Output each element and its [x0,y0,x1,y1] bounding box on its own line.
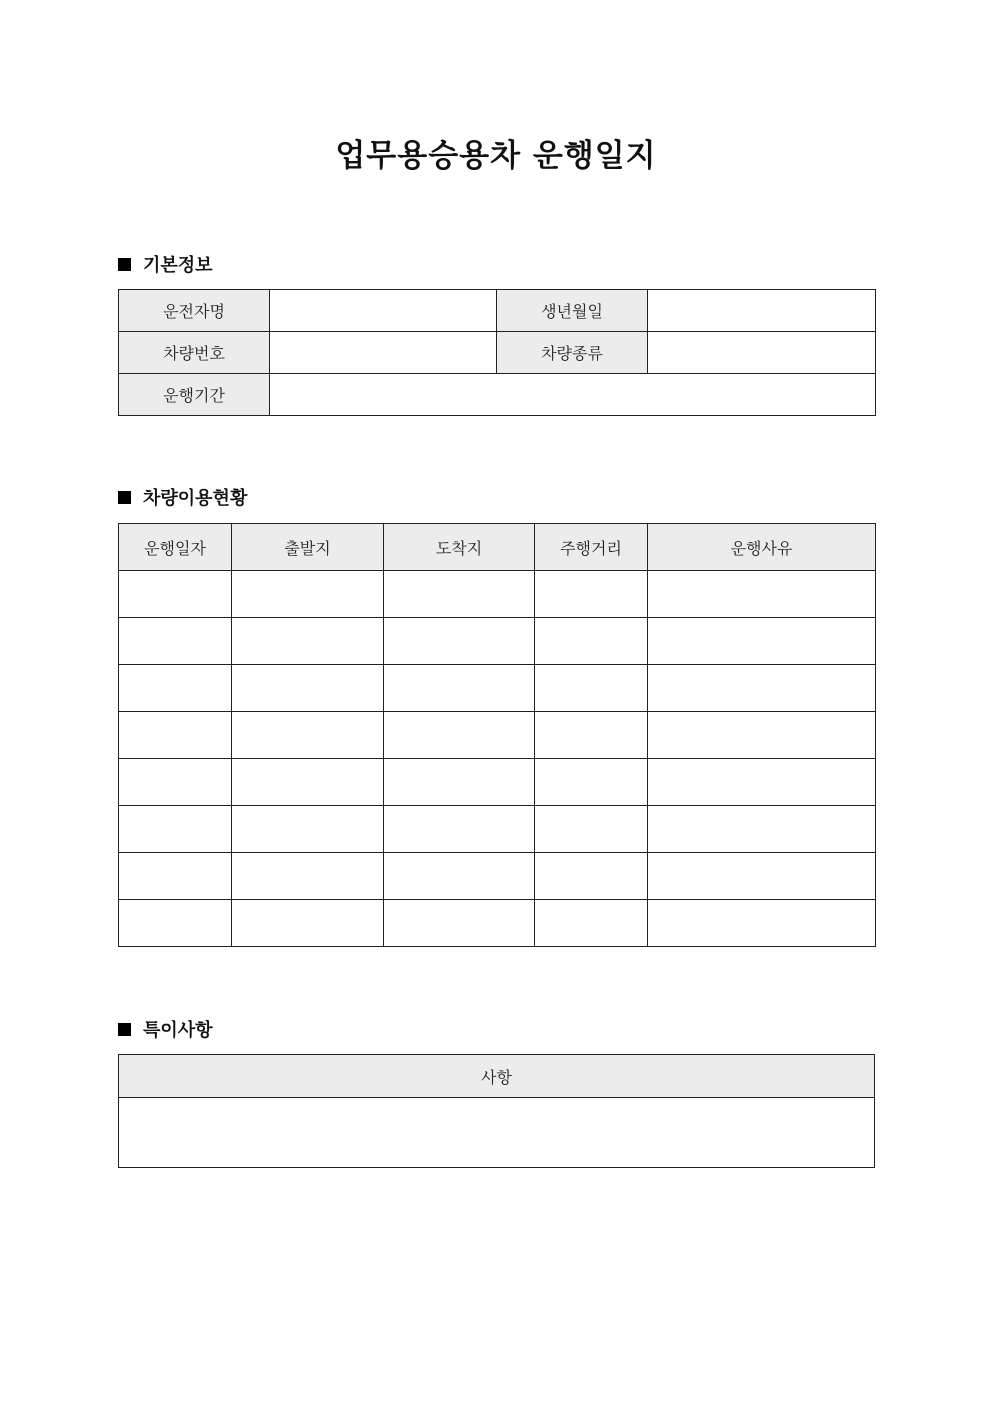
distance-cell[interactable] [535,900,648,947]
driver-name-field[interactable] [270,290,497,332]
destination-cell[interactable] [384,665,535,712]
birth-date-label: 생년월일 [497,290,648,332]
table-row [119,712,876,759]
section-heading-basic-info [118,251,213,277]
square-bullet-icon [118,1023,131,1036]
table-row [119,571,876,618]
driver-name-label: 운전자명 [119,290,270,332]
purpose-cell[interactable] [648,712,876,759]
destination-cell[interactable] [384,712,535,759]
departure-cell[interactable] [232,853,384,900]
table-row [119,618,876,665]
distance-cell[interactable] [535,618,648,665]
departure-cell[interactable] [232,806,384,853]
date-cell[interactable] [119,665,232,712]
vehicle-number-label: 차량번호 [119,332,270,374]
vehicle-type-field[interactable] [648,332,876,374]
square-bullet-icon [118,258,131,271]
purpose-cell[interactable] [648,853,876,900]
table-row [119,1098,875,1168]
departure-cell[interactable] [232,712,384,759]
distance-cell[interactable] [535,853,648,900]
section-heading-label: 차량이용현황 [143,488,248,509]
column-header-departure: 출발지 [232,524,384,571]
departure-cell[interactable] [232,571,384,618]
destination-cell[interactable] [384,806,535,853]
column-header-date: 운행일자 [119,524,232,571]
table-row [119,665,876,712]
departure-cell[interactable] [232,759,384,806]
date-cell[interactable] [119,618,232,665]
notes-header: 사항 [119,1055,875,1098]
departure-cell[interactable] [232,618,384,665]
operation-period-field[interactable] [270,374,876,416]
purpose-cell[interactable] [648,900,876,947]
purpose-cell[interactable] [648,806,876,853]
distance-cell[interactable] [535,806,648,853]
table-header-row [119,1055,875,1098]
vehicle-type-label: 차량종류 [497,332,648,374]
departure-cell[interactable] [232,665,384,712]
table-header-row [119,524,876,571]
destination-cell[interactable] [384,571,535,618]
departure-cell[interactable] [232,900,384,947]
date-cell[interactable] [119,900,232,947]
operation-period-label: 운행기간 [119,374,270,416]
birth-date-field[interactable] [648,290,876,332]
distance-cell[interactable] [535,712,648,759]
table-row [119,332,876,374]
date-cell[interactable] [119,712,232,759]
section-heading-vehicle-usage [118,484,247,510]
purpose-cell[interactable] [648,759,876,806]
notes-content-field[interactable] [119,1098,875,1168]
destination-cell[interactable] [384,853,535,900]
section-heading-special-notes [118,1016,213,1042]
column-header-distance: 주행거리 [535,524,648,571]
section-heading-label: 기본정보 [143,255,213,276]
basic-info-table [118,289,876,416]
square-bullet-icon [118,491,131,504]
distance-cell[interactable] [535,759,648,806]
date-cell[interactable] [119,759,232,806]
table-row [119,900,876,947]
date-cell[interactable] [119,806,232,853]
table-row [119,374,876,416]
section-heading-label: 특이사항 [143,1020,213,1041]
purpose-cell[interactable] [648,665,876,712]
special-notes-table [118,1054,875,1168]
date-cell[interactable] [119,853,232,900]
destination-cell[interactable] [384,759,535,806]
destination-cell[interactable] [384,900,535,947]
column-header-destination: 도착지 [384,524,535,571]
date-cell[interactable] [119,571,232,618]
table-row [119,853,876,900]
vehicle-usage-table [118,523,876,947]
distance-cell[interactable] [535,571,648,618]
destination-cell[interactable] [384,618,535,665]
column-header-purpose: 운행사유 [648,524,876,571]
table-row [119,806,876,853]
purpose-cell[interactable] [648,571,876,618]
vehicle-number-field[interactable] [270,332,497,374]
distance-cell[interactable] [535,665,648,712]
page-title: 업무용승용차 운행일지 [335,138,657,174]
table-row [119,290,876,332]
table-row [119,759,876,806]
purpose-cell[interactable] [648,618,876,665]
